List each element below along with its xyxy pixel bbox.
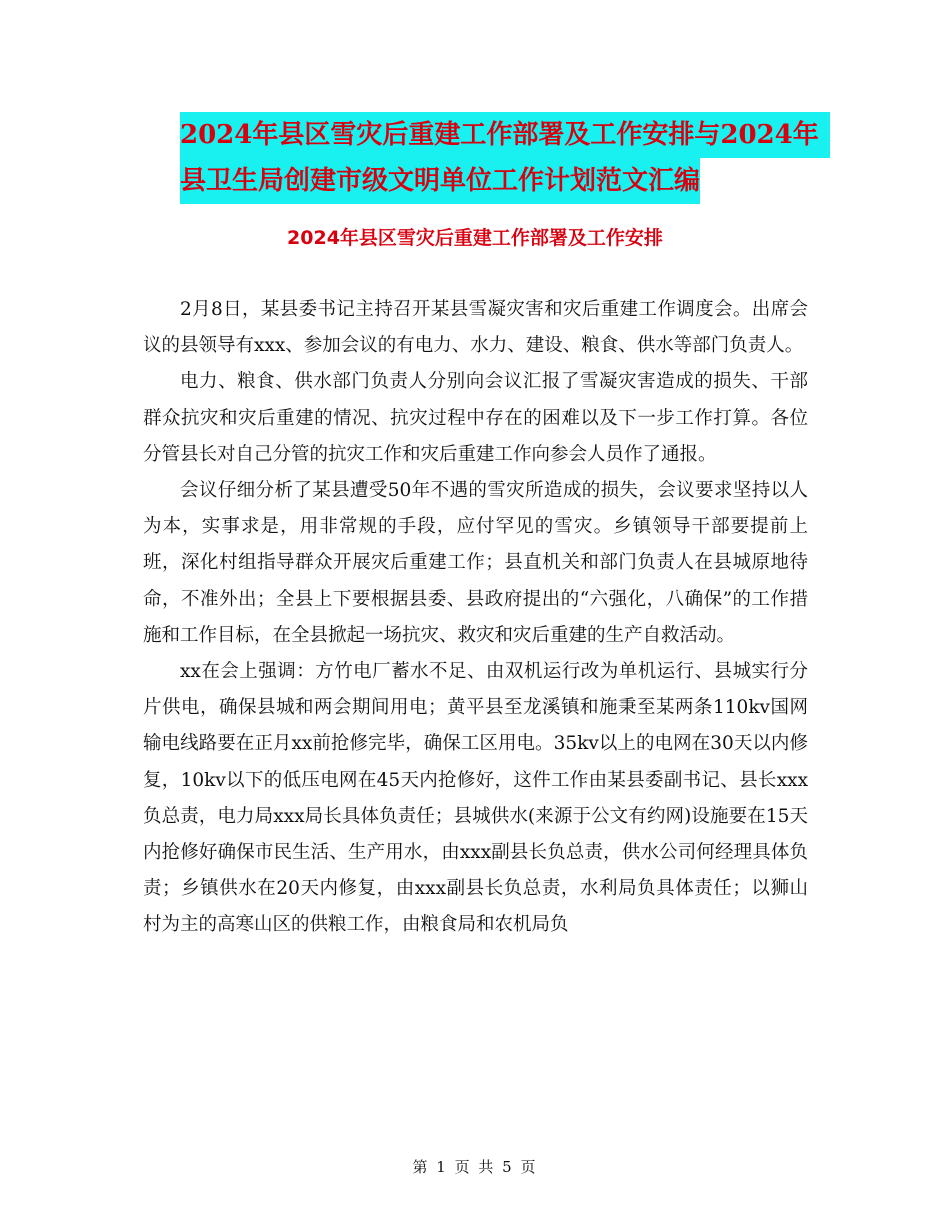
page-footer: 第 1 页 共 5 页: [412, 1158, 538, 1176]
paragraph-1: 2月8日，某县委书记主持召开某县雪凝灾害和灾后重建工作调度会。出席会议的县领导有xxx、参加会议的有电力、水力、建设、粮食、供水等部门负责人。: [143, 299, 808, 357]
document-title: [180, 112, 830, 204]
title-line-2: 县卫生局创建市级文明单位工作计划范文汇编: [180, 158, 700, 204]
paragraph-3: 会议仔细分析了某县遭受50年不遇的雪灾所造成的损失，会议要求坚持以人为本，实事求是，用非常规的手段，应付罕见的雪灾。乡镇领导干部要提前上班，深化村组指导群众开展灾后重建工作；县直机关和部门负责人在县城原地待命，不准外出；全县上下要根据县委、县政府提出的“六强化，八确保”的工作措施和工作目标，在全县掀起一场抗灾、救灾和灾后重建的生产自救活动。: [143, 480, 808, 646]
section-title: 2024年县区雪灾后重建工作部署及工作安排: [287, 227, 663, 249]
title-line-1: 2024年县区雪灾后重建工作部署及工作安排与2024年: [180, 112, 830, 158]
document-body: [143, 292, 808, 944]
paragraph-4: xx在会上强调：方竹电厂蓄水不足、由双机运行改为单机运行、县城实行分片供电，确保县城和两会期间用电；黄平县至龙溪镇和施秉至某两条110kv国网输电线路要在正月xx前抢修完毕，确保工区用电。35kv以上的电网在30天以内修复，10kv以下的低压电网在45天内抢修好，这件工作由某县委副书记、县长xxx负总责，电力局xxx局长具体负责任；县城供水(来源于公文有约网)设施要在15天内抢修好确保市民生活、生产用水，由xxx副县长负总责，供水公司何经理具体负责；乡镇供水在20天内修复，由xxx副县长负总责，水利局负具体责任；以狮山村为主的高寒山区的供粮工作，由粮食局和农机局负: [143, 661, 808, 936]
paragraph-2: 电力、粮食、供水部门负责人分别向会议汇报了雪凝灾害造成的损失、干部群众抗灾和灾后重建的情况、抗灾过程中存在的困难以及下一步工作打算。各位分管县长对自己分管的抗灾工作和灾后重建工作向参会人员作了通报。: [143, 371, 808, 465]
